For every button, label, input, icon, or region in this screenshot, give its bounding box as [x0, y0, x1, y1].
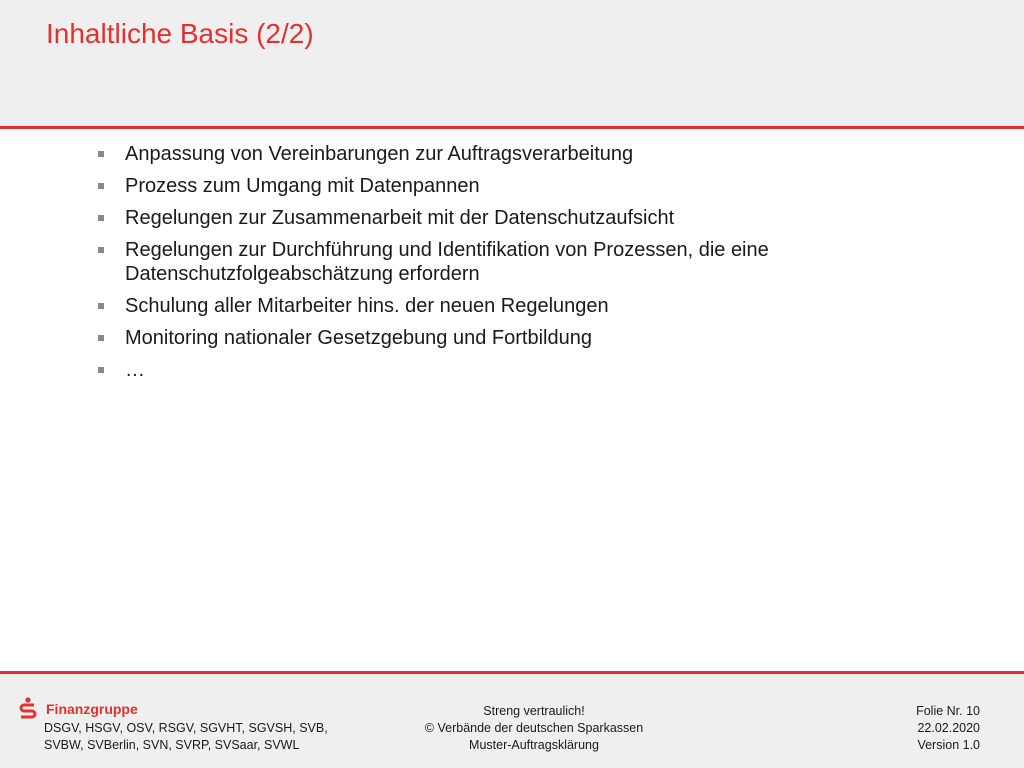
bullet-list [96, 142, 896, 390]
brand-name: Finanzgruppe [46, 701, 138, 717]
footer-slide-info [840, 703, 980, 754]
square-bullet-icon [98, 247, 104, 253]
association-line: SVBW, SVBerlin, SVN, SVRP, SVSaar, SVWL [44, 738, 300, 752]
bullet-item [96, 358, 896, 382]
bullet-text: Prozess zum Umgang mit Datenpannen [125, 175, 480, 197]
bullet-text: Anpassung von Vereinbarungen zur Auftragsverarbeitung [125, 143, 634, 165]
association-line: DSGV, HSGV, OSV, RSGV, SGVHT, SGVSH, SVB, [44, 721, 328, 735]
bullet-item [96, 326, 896, 350]
slide-version: Version 1.0 [917, 738, 980, 752]
footer-center-info [384, 703, 684, 754]
bullet-text: Schulung aller Mitarbeiter hins. der neuen Regelungen [125, 295, 609, 317]
bullet-text: Regelungen zur Durchführung und Identifikation von Prozessen, die eine Datenschutzfolgeabschätzung erfordern [125, 239, 769, 285]
sparkasse-s-logo-icon [19, 697, 37, 721]
bullet-text: Monitoring nationaler Gesetzgebung und Fortbildung [125, 327, 592, 349]
bullet-item [96, 174, 896, 198]
document-name: Muster-Auftragsklärung [469, 738, 599, 752]
square-bullet-icon [98, 215, 104, 221]
slide-date: 22.02.2020 [917, 721, 980, 735]
slide-number: Folie Nr. 10 [916, 704, 980, 718]
square-bullet-icon [98, 151, 104, 157]
confidential-note: Streng vertraulich! [483, 704, 585, 718]
bullet-item [96, 206, 896, 230]
association-list [44, 720, 344, 754]
bullet-item [96, 238, 896, 286]
bullet-text: Regelungen zur Zusammenarbeit mit der Datenschutzaufsicht [125, 207, 675, 229]
bullet-item [96, 294, 896, 318]
square-bullet-icon [98, 367, 104, 373]
square-bullet-icon [98, 335, 104, 341]
copyright-note: © Verbände der deutschen Sparkassen [424, 721, 644, 735]
header-divider [0, 126, 1024, 129]
slide-title: Inhaltliche Basis (2/2) [46, 18, 314, 49]
square-bullet-icon [98, 303, 104, 309]
bullet-item [96, 142, 896, 166]
bullet-text: … [125, 359, 145, 381]
square-bullet-icon [98, 183, 104, 189]
